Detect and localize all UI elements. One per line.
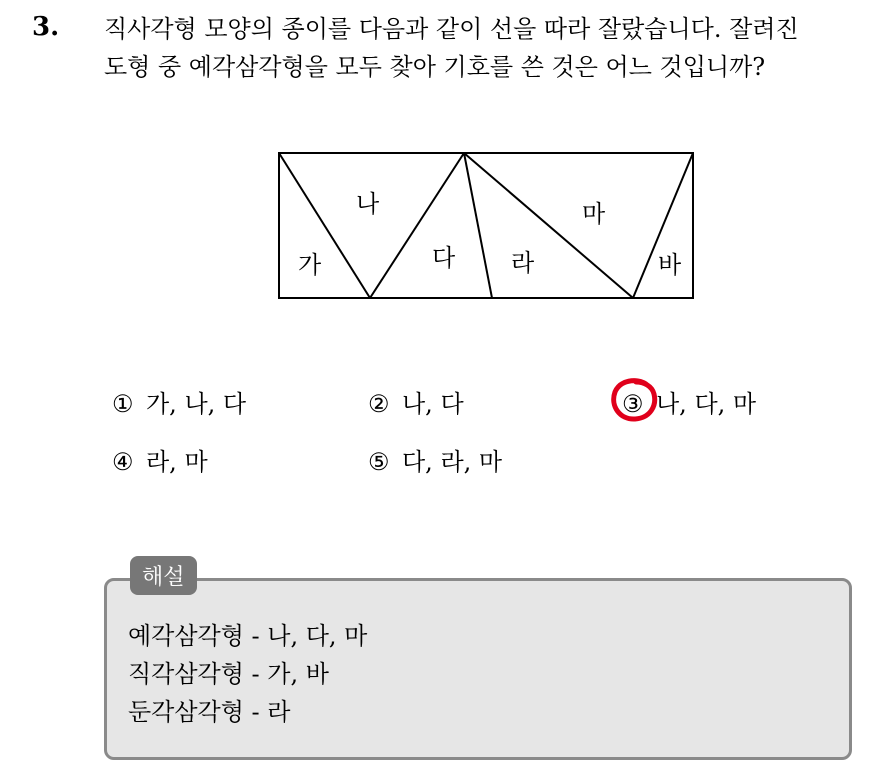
choice-5[interactable] — [368, 442, 502, 477]
explanation-tag: 해설 — [130, 556, 197, 595]
answer-circle-stroke — [614, 381, 655, 419]
explanation-line-2: 직각삼각형 - 가, 바 — [128, 660, 329, 688]
label-na: 나 — [356, 190, 380, 218]
explanation-line-1: 예각삼각형 - 나, 다, 마 — [128, 622, 368, 650]
choice-4-number: ④ — [112, 448, 134, 476]
choice-2-number: ② — [368, 390, 390, 418]
cut-line-4 — [464, 153, 633, 298]
question-line-1: 직사각형 모양의 종이를 다음과 같이 선을 따라 잘랐습니다. 잘려진 — [104, 15, 799, 43]
choice-5-number: ⑤ — [368, 448, 390, 476]
cut-line-3 — [464, 153, 492, 298]
choice-5-text: 다, 라, 마 — [402, 448, 503, 476]
cut-rectangle-figure — [0, 0, 893, 360]
choice-4[interactable] — [112, 442, 208, 477]
label-da: 다 — [432, 244, 456, 272]
choice-4-text: 라, 마 — [146, 448, 208, 476]
label-ma: 마 — [582, 200, 606, 228]
choice-1-text: 가, 나, 다 — [146, 390, 247, 418]
question-number: 3. — [32, 12, 60, 42]
choice-2[interactable] — [368, 384, 464, 419]
choice-2-text: 나, 다 — [402, 390, 464, 418]
cut-line-1 — [279, 153, 370, 298]
question-line-2: 도형 중 예각삼각형을 모두 찾아 기호를 쓴 것은 어느 것입니까? — [104, 53, 766, 81]
label-ra: 라 — [511, 249, 535, 277]
choice-3-number: ③ — [622, 390, 644, 418]
answer-circle-mark — [610, 376, 660, 424]
label-ba: 바 — [658, 251, 682, 279]
choice-1-number: ① — [112, 390, 134, 418]
explanation-line-3: 둔각삼각형 - 라 — [128, 698, 291, 726]
label-ga: 가 — [298, 251, 322, 279]
rectangle-outline — [279, 153, 693, 298]
choice-1[interactable] — [112, 384, 246, 419]
cut-line-2 — [370, 153, 464, 298]
choice-3-text: 나, 다, 마 — [656, 390, 757, 418]
